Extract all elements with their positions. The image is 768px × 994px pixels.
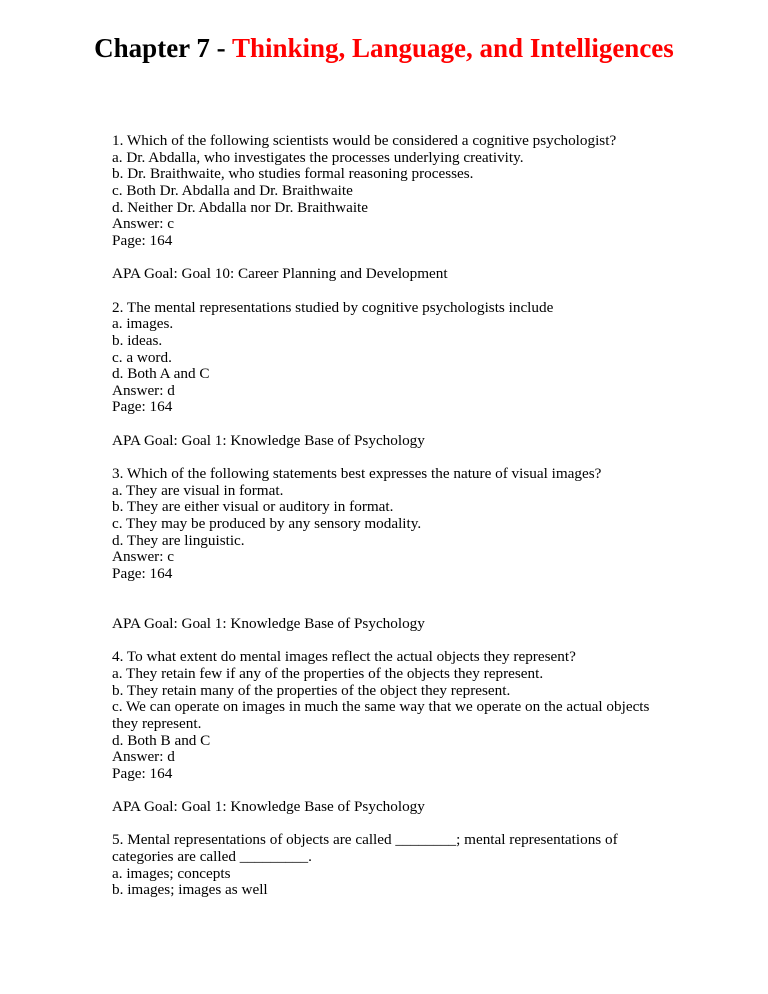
text-line: APA Goal: Goal 1: Knowledge Base of Psychology — [112, 431, 425, 449]
text-line: b. Dr. Braithwaite, who studies formal reasoning processes. — [112, 165, 474, 183]
question-block — [112, 300, 672, 417]
blank-line — [112, 816, 672, 833]
question-block — [112, 649, 672, 782]
spacer — [112, 250, 672, 267]
spacer — [112, 283, 672, 300]
text-line: b. images; images as well — [112, 881, 268, 899]
apa-goal — [112, 433, 672, 450]
text-line: d. Both B and C — [112, 731, 211, 749]
text-line: Page: 164 — [112, 231, 173, 249]
page-title — [0, 30, 768, 66]
text-line: 4. To what extent do mental images reflect the actual objects they represent? — [112, 648, 576, 666]
text-line: 1. Which of the following scientists would be considered a cognitive psychologist? — [112, 132, 617, 149]
question-block — [112, 466, 672, 583]
text-line: they represent. — [112, 714, 202, 732]
text-line: a. images. — [112, 315, 174, 333]
text-line: a. images; concepts — [112, 864, 231, 882]
spacer — [112, 416, 672, 433]
text-line: 5. Mental representations of objects are called ________; mental representations of — [112, 831, 618, 849]
apa-goal — [112, 799, 672, 816]
text-line: d. They are linguistic. — [112, 531, 245, 549]
text-line: a. They are visual in format. — [112, 481, 284, 499]
text-line: b. ideas. — [112, 331, 163, 349]
text-line: 3. Which of the following statements best expresses the nature of visual images? — [112, 465, 602, 483]
text-line: 2. The mental representations studied by cognitive psychologists include — [112, 298, 554, 316]
text-line: b. They retain many of the properties of the object they represent. — [112, 681, 511, 699]
text-line: Page: 164 — [112, 398, 173, 416]
spacer — [112, 583, 672, 616]
spacer — [112, 816, 672, 833]
text-line: d. Neither Dr. Abdalla nor Dr. Braithwaite — [112, 198, 369, 216]
apa-goal — [112, 266, 672, 283]
question-block — [112, 832, 672, 899]
question-block — [112, 133, 672, 250]
blank-line — [112, 782, 672, 799]
blank-line — [112, 449, 672, 466]
blank-line — [112, 283, 672, 300]
text-line: categories are called _________. — [112, 848, 312, 866]
text-line: APA Goal: Goal 1: Knowledge Base of Psychology — [112, 798, 425, 816]
text-line: a. They retain few if any of the properties of the objects they represent. — [112, 664, 544, 682]
text-line: Answer: c — [112, 215, 174, 233]
apa-goal — [112, 616, 672, 633]
blank-line — [112, 416, 672, 433]
text-line: d. Both A and C — [112, 365, 210, 383]
spacer — [112, 782, 672, 799]
text-line: c. Both Dr. Abdalla and Dr. Braithwaite — [112, 181, 353, 199]
text-line: Answer: d — [112, 381, 175, 399]
document-body — [112, 133, 672, 899]
title-prefix: Chapter 7 - — [94, 33, 232, 63]
text-line: c. They may be produced by any sensory modality. — [112, 515, 422, 533]
title-main: Thinking, Language, and Intelligences — [231, 33, 674, 63]
blank-line — [112, 633, 672, 650]
blank-line — [112, 250, 672, 267]
blank-line — [112, 583, 672, 600]
blank-line — [112, 599, 672, 616]
text-line: Answer: d — [112, 748, 175, 766]
text-line: c. We can operate on images in much the same way that we operate on the actual objects — [112, 698, 650, 716]
text-line: a. Dr. Abdalla, who investigates the processes underlying creativity. — [112, 148, 524, 166]
text-line: c. a word. — [112, 348, 172, 366]
spacer — [112, 633, 672, 650]
text-line: Page: 164 — [112, 764, 173, 782]
text-line: APA Goal: Goal 10: Career Planning and Development — [112, 265, 448, 283]
text-line: b. They are either visual or auditory in format. — [112, 498, 394, 516]
text-line: Answer: c — [112, 548, 174, 566]
text-line: APA Goal: Goal 1: Knowledge Base of Psychology — [112, 614, 425, 632]
spacer — [112, 449, 672, 466]
text-line: Page: 164 — [112, 565, 173, 582]
